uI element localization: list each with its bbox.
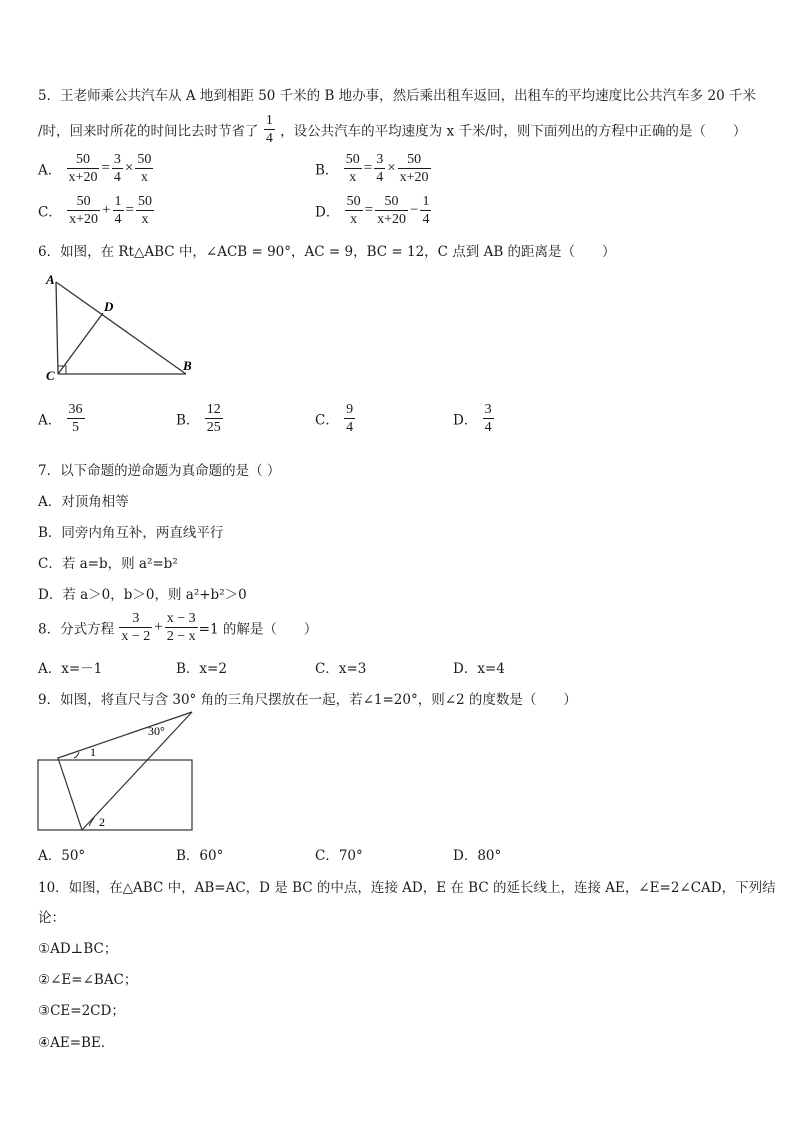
q9-angle1-label: 1 [90,745,96,759]
q9-angle2-label: 2 [99,815,105,829]
q6-stem: 6．如图，在 Rt△ABC 中，∠ACB = 90°，AC = 9，BC = 12，C 点到 AB 的距离是（ ） [38,244,616,260]
q9-ruler-triangle-figure [34,708,198,834]
q10-line2: 论： [38,910,65,926]
q9-option-d[interactable]: D．80° [453,848,502,864]
q8-option-b[interactable]: B．x=2 [176,661,227,677]
q6-label-c: C [46,368,55,383]
q8-stem: 8．分式方程 $\frac{3}{x - 2}$ + $\frac{x - 3}{2 - x}$ =1 的解是（ ） [38,611,318,644]
q6-label-d: D [104,299,114,314]
q10-conclusion-2: ②∠E=∠BAC； [38,972,138,988]
q6-option-b[interactable]: B． $\frac{12}{25}$ [176,402,221,435]
q5-option-a[interactable]: A． $\frac{50}{x+20}$ = $\frac{3}{4}$ × $\frac{50}{x}$ [38,152,152,185]
q6-segment-cd [58,313,103,374]
q7-option-c[interactable]: C．若 a=b，则 a²=b² [38,556,178,572]
q10-conclusion-3: ③CE=2CD； [38,1003,125,1019]
q7-option-a[interactable]: A．对顶角相等 [38,494,129,510]
q7-option-d[interactable]: D．若 a＞0，b＞0，则 a²+b²＞0 [38,587,247,603]
q8-option-d[interactable]: D．x=4 [453,661,505,677]
q5-option-d[interactable]: D． $\frac{50}{x}$ = $\frac{50}{x+20}$ − $\frac{1}{4}$ [315,194,430,227]
q5-line2-a: /时，回来时所花的时间比去时节省了 [38,123,259,140]
q6-option-c[interactable]: C． $\frac{9}{4}$ [315,402,354,435]
q6-label-a: A [46,272,55,287]
q5-line2 [38,112,746,147]
q10-line1: 10．如图，在△ABC 中，AB=AC，D 是 BC 的中点，连接 AD，E 在 BC 的延长线上，连接 AE，∠E=2∠CAD，下列结 [38,880,776,896]
q6-triangle-figure [40,270,200,385]
q10-conclusion-4: ④AE=BE． [38,1035,115,1051]
q7-option-b[interactable]: B．同旁内角互补，两直线平行 [38,525,224,541]
q7-stem: 7．以下命题的逆命题为真命题的是（ ） [38,463,281,479]
q5-fraction-one-quarter: $\frac{1}{4}$ [265,113,273,146]
q9-option-b[interactable]: B．60° [176,848,224,864]
q5-option-b[interactable]: B． $\frac{50}{x}$ = $\frac{3}{4}$ × $\frac{50}{x+20}$ [315,152,429,185]
q5-line1: 5．王老师乘公共汽车从 A 地到相距 50 千米的 B 地办事，然后乘出租车返回，出租车的平均速度比公共汽车多 20 千米 [38,88,756,104]
q6-side-ac [56,282,58,374]
q9-angle-30-label: 30° [148,724,165,738]
q9-angle1-arc [74,752,79,758]
q9-option-a[interactable]: A．50° [38,848,86,864]
q5-option-c[interactable]: C． $\frac{50}{x+20}$ + $\frac{1}{4}$ = $\frac{50}{x}$ [38,194,152,227]
q10-conclusion-1: ①AD⊥BC； [38,941,118,957]
q6-label-b: B [183,358,192,373]
q6-option-a[interactable]: A． $\frac{36}{5}$ [38,402,83,435]
q9-stem: 9．如图，将直尺与含 30° 角的三角尺摆放在一起，若∠1=20°，则∠2 的度数是（ ） [38,692,577,708]
q8-option-a[interactable]: A．x=－1 [38,661,103,677]
q8-option-c[interactable]: C．x=3 [315,661,367,677]
q6-option-d[interactable]: D． $\frac{3}{4}$ [453,402,492,435]
q5-line2-b: ，设公共汽车的平均速度为 x 千米/时，则下面列出的方程中正确的是（ ） [280,123,747,140]
q9-option-c[interactable]: C．70° [315,848,363,864]
q6-side-ab [56,282,186,374]
q9-triangle [58,712,192,830]
